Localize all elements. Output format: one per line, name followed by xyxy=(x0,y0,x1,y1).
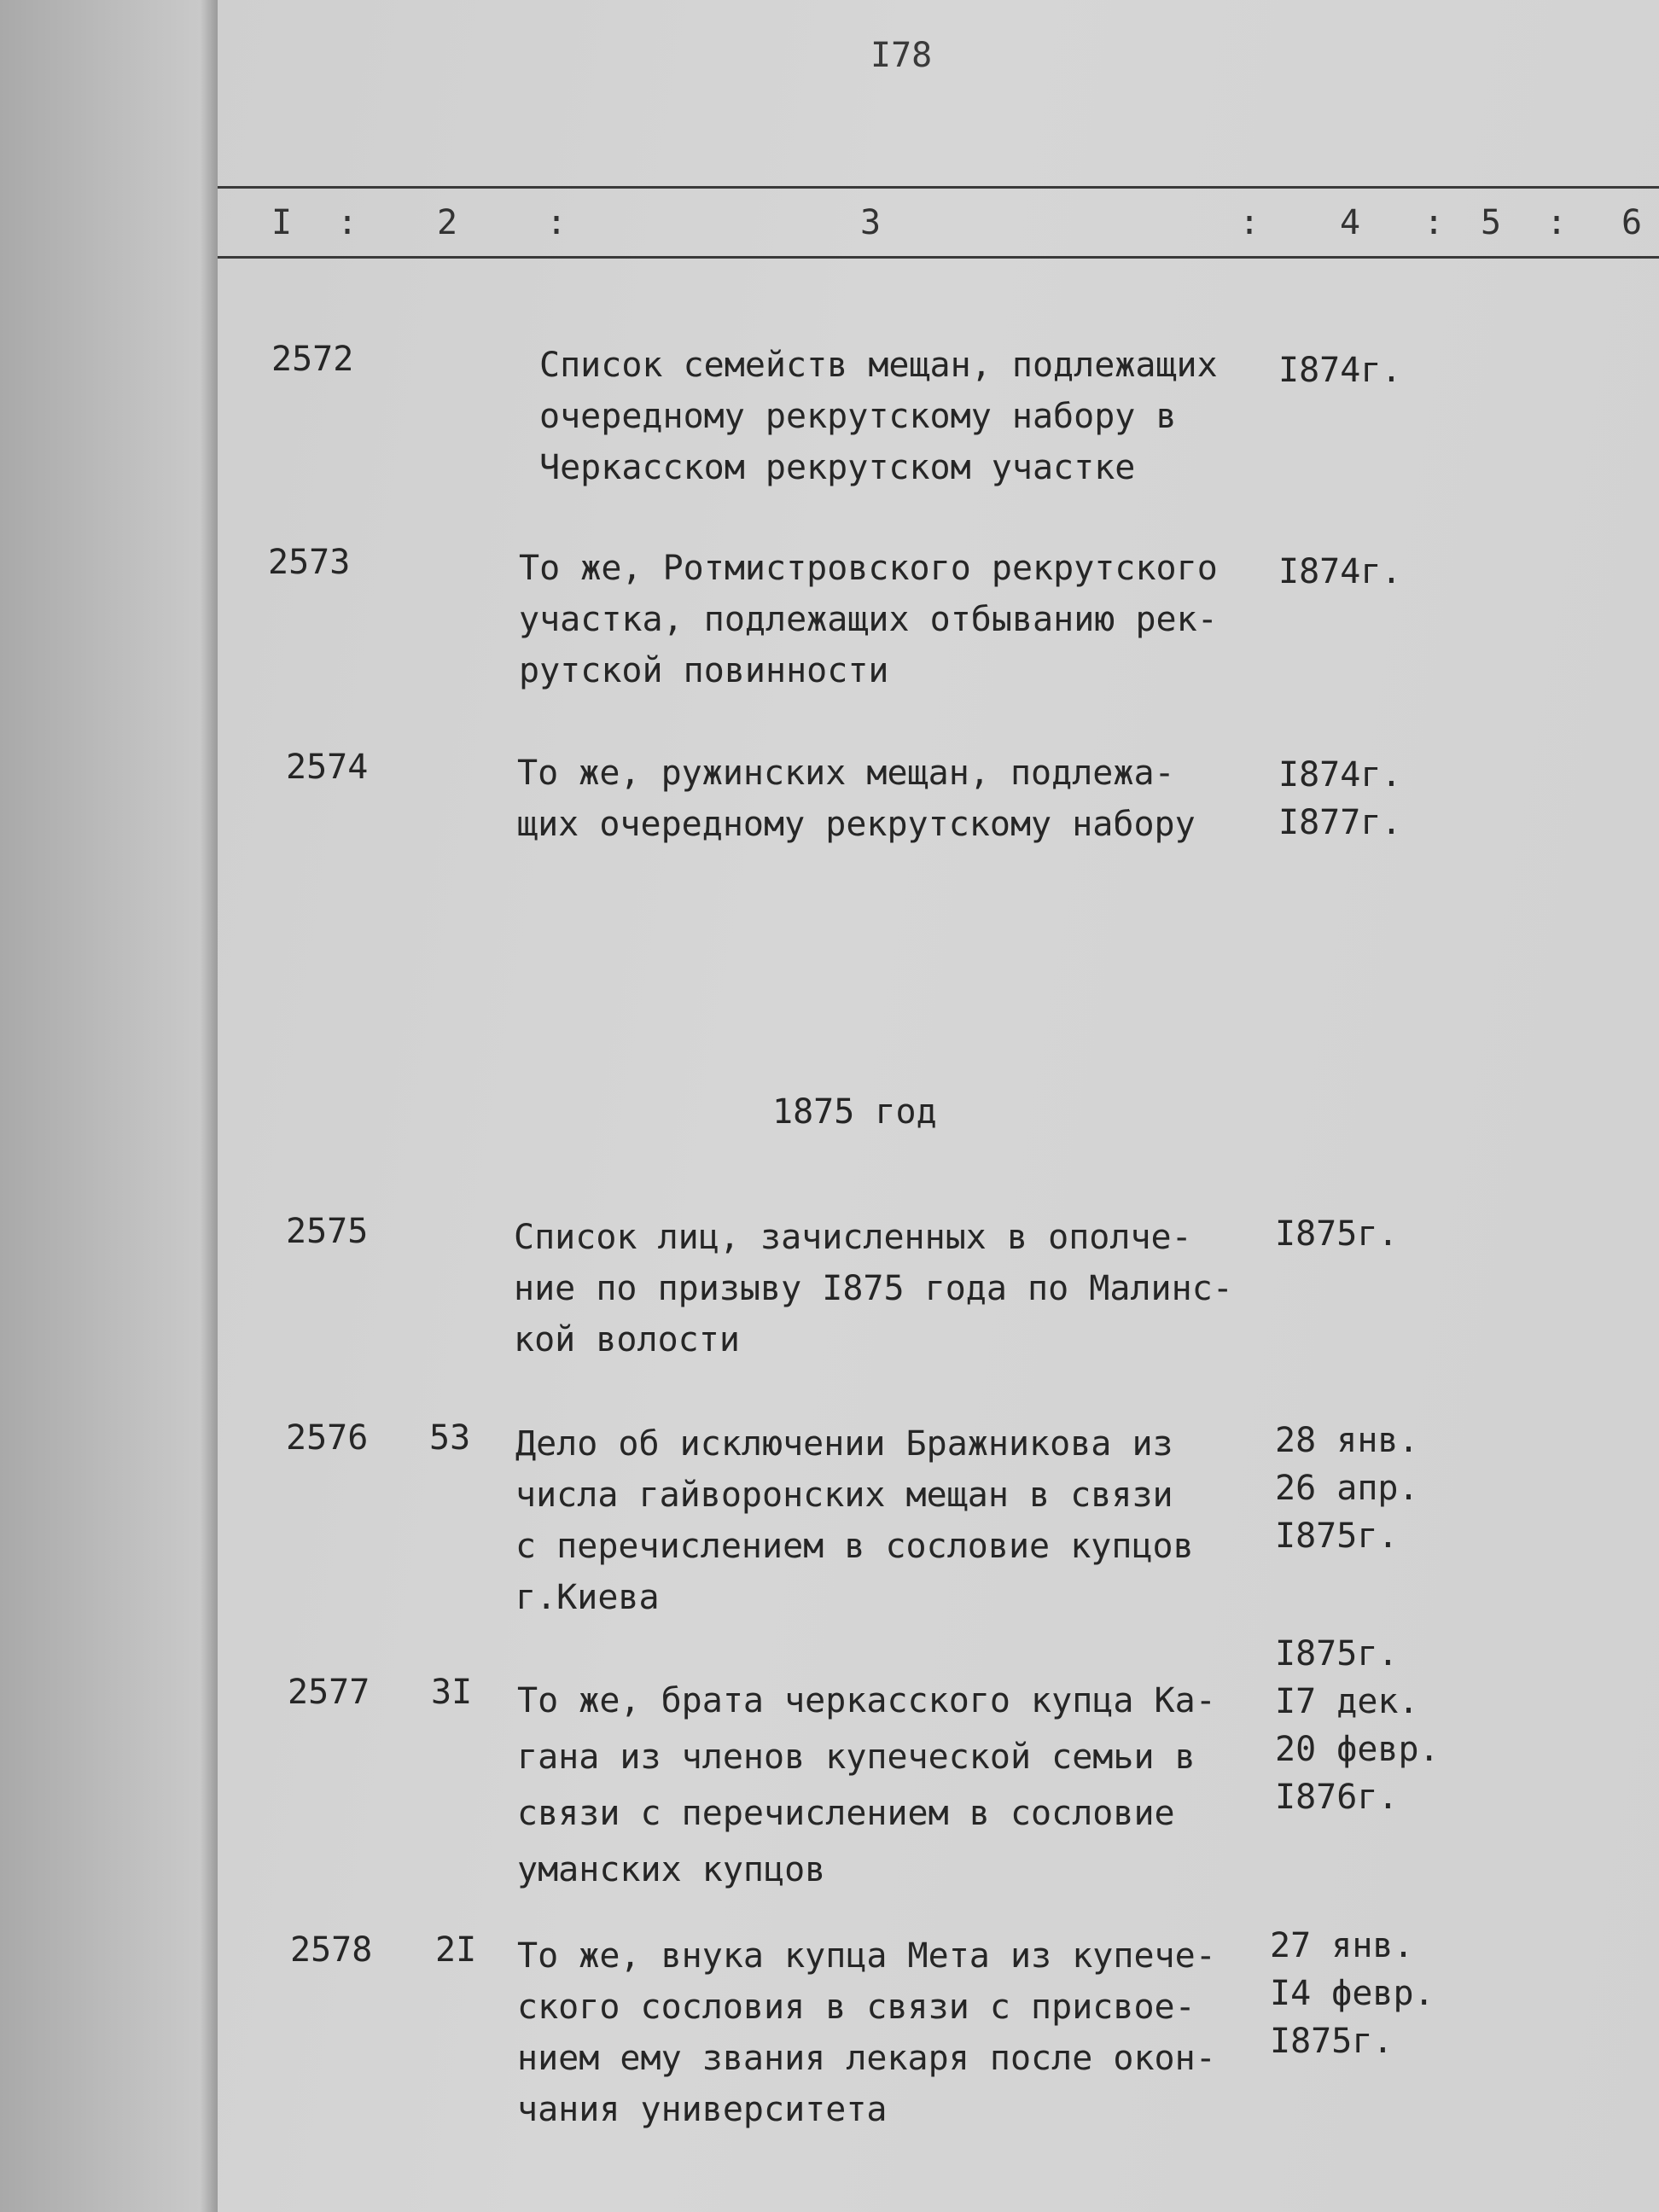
entry-number: 2578 xyxy=(290,1930,373,1970)
description-line: Список семейств мещан, подлежащих xyxy=(539,346,1218,385)
date-line: 27 янв. xyxy=(1270,1926,1414,1965)
description-line: г.Киева xyxy=(515,1578,660,1617)
entry-description xyxy=(517,1673,1216,1898)
entry-number: 2577 xyxy=(288,1673,370,1712)
column-separator: : xyxy=(1239,203,1260,242)
description-line: связи с перечислением в сословие xyxy=(517,1794,1175,1833)
date-line: 28 янв. xyxy=(1275,1421,1419,1460)
entry-dates xyxy=(1278,346,1402,394)
description-line: нием ему звания лекаря после окон- xyxy=(517,2039,1216,2078)
date-line: I876г. xyxy=(1275,1778,1399,1817)
description-line: То же, внука купца Мета из купече- xyxy=(517,1936,1216,1976)
column-separator: : xyxy=(546,203,568,242)
entry-dates xyxy=(1270,1922,1435,2065)
entry-dates xyxy=(1275,1630,1440,1821)
description-line: То же, ружинских мещан, подлежа- xyxy=(517,754,1175,793)
date-line: I7 дек. xyxy=(1275,1682,1419,1721)
entry-description xyxy=(515,1418,1194,1623)
column-separator: : xyxy=(337,203,358,242)
description-line: То же, Ротмистровского рекрутского xyxy=(519,549,1218,588)
date-line: 26 апр. xyxy=(1275,1469,1419,1508)
column-header-5: 5 xyxy=(1481,203,1502,242)
header-rule-top xyxy=(218,186,1659,189)
date-line: I875г. xyxy=(1275,1516,1399,1556)
date-line: I875г. xyxy=(1270,2022,1394,2061)
column-separator: : xyxy=(1423,203,1445,242)
entry-dates xyxy=(1278,548,1402,596)
description-line: Дело об исключении Бражникова из xyxy=(515,1424,1173,1464)
description-line: гана из членов купеческой семьи в xyxy=(517,1738,1196,1777)
description-line: Список лиц, зачисленных в ополче- xyxy=(514,1218,1192,1257)
entry-number: 2572 xyxy=(271,340,354,379)
previous-page-edge xyxy=(0,0,218,2212)
description-line: То же, брата черкасского купца Ка- xyxy=(517,1681,1216,1720)
date-line: I874г. xyxy=(1278,552,1402,591)
date-line: I4 февр. xyxy=(1270,1974,1435,2013)
entry-number: 2573 xyxy=(268,543,351,582)
entry-description xyxy=(517,1930,1216,2135)
description-line: чания университета xyxy=(517,2090,888,2129)
description-line: кой волости xyxy=(514,1320,740,1359)
entry-description xyxy=(517,748,1196,850)
description-line: числа гайворонских мещан в связи xyxy=(515,1476,1173,1515)
date-line: I875г. xyxy=(1275,1214,1399,1254)
description-line: рутской повинности xyxy=(519,651,889,690)
date-line: 20 февр. xyxy=(1275,1730,1440,1769)
entry-sheets: 3I xyxy=(431,1673,473,1712)
description-line: очередному рекрутскому набору в xyxy=(539,397,1177,436)
description-line: уманских купцов xyxy=(517,1850,826,1889)
column-header-2: 2 xyxy=(437,203,458,242)
date-line: I874г. xyxy=(1278,351,1402,390)
header-rule-bottom xyxy=(218,256,1659,259)
description-line: щих очередному рекрутскому набору xyxy=(517,805,1196,844)
column-header-3: 3 xyxy=(860,203,882,242)
description-line: ние по призыву I875 года по Малинс- xyxy=(514,1269,1233,1308)
entry-dates xyxy=(1275,1210,1399,1258)
entry-number: 2575 xyxy=(286,1212,369,1251)
entry-number: 2576 xyxy=(286,1418,369,1458)
entry-dates xyxy=(1278,751,1402,847)
entry-description xyxy=(514,1212,1233,1365)
section-title: 1875 год xyxy=(772,1092,937,1132)
date-line: I875г. xyxy=(1275,1634,1399,1674)
column-header-1: I xyxy=(271,203,293,242)
entry-number: 2574 xyxy=(286,748,369,787)
column-separator: : xyxy=(1546,203,1568,242)
entry-sheets: 53 xyxy=(429,1418,471,1458)
page-number: I78 xyxy=(870,36,933,75)
date-line: I877г. xyxy=(1278,803,1402,842)
entry-sheets: 2I xyxy=(435,1930,477,1970)
description-line: участка, подлежащих отбыванию рек- xyxy=(519,600,1218,639)
description-line: с перечислением в сословие купцов xyxy=(515,1527,1194,1566)
entry-description xyxy=(519,543,1218,696)
column-header-4: 4 xyxy=(1340,203,1361,242)
column-header-6: 6 xyxy=(1621,203,1643,242)
date-line: I874г. xyxy=(1278,755,1402,795)
description-line: Черкасском рекрутском участке xyxy=(539,448,1136,487)
entry-description xyxy=(539,340,1218,493)
description-line: ского сословия в связи с присвое- xyxy=(517,1988,1196,2027)
entry-dates xyxy=(1275,1417,1419,1560)
